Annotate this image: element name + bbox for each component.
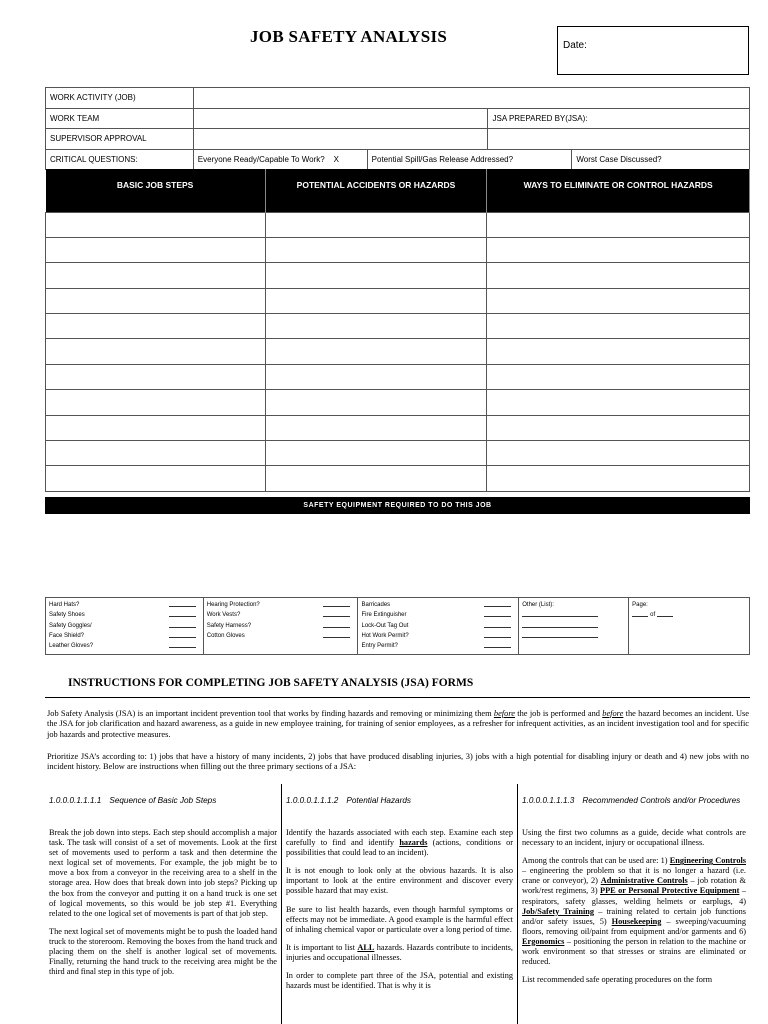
job-step-row <box>46 237 750 262</box>
critical-questions-label: CRITICAL QUESTIONS: <box>46 149 194 170</box>
hazards-paragraph-2: It is not enough to look only at the obvious hazards. It is also important to look at the entire environment and discover every possible hazard that may exist. <box>286 866 513 896</box>
hazard-cell[interactable] <box>265 263 487 288</box>
job-step-cell[interactable] <box>46 237 266 262</box>
question-ready-cell[interactable] <box>193 149 367 170</box>
control-cell[interactable] <box>487 466 750 491</box>
job-step-cell[interactable] <box>46 288 266 313</box>
supervisor-approval-extra[interactable] <box>488 129 750 150</box>
job-step-cell[interactable] <box>46 339 266 364</box>
column-job-steps <box>45 784 281 1024</box>
section-heading-hazards: 1.0.0.0.1.1.1.2 Potential Hazards <box>286 796 411 805</box>
hazards-paragraph-1: Identify the hazards associated with each step. Examine each step carefully to find and identify hazards (actions, conditions or possibilities that could lead to an incident). <box>286 828 513 858</box>
control-cell[interactable] <box>487 415 750 440</box>
hazard-cell[interactable] <box>265 466 487 491</box>
job-step-row <box>46 314 750 339</box>
job-step-row <box>46 441 750 466</box>
hazard-cell[interactable] <box>265 237 487 262</box>
hazards-paragraph-4: It is important to list ALL hazards. Hazards contribute to incidents, injuries and occupational illnesses. <box>286 942 513 962</box>
steps-paragraph-1: Break the job down into steps. Each step should accomplish a major task. The task will consist of a set of movements. Look at the first set of movements used to perform a task and then determine the next logical set of movements. For example, the job might be to move a box from a conveyor in the receiving area to a shelf in the storage area. How does that break down into job steps? Picking up the box from the conveyor and putting it on a hand truck is one set of logical movements, so this would be job step #1. Everything related to the one logical set of movements is part of that job step. <box>49 828 277 918</box>
column-controls <box>517 784 750 1024</box>
equip-item[interactable]: Lock-Out Tag Out <box>361 621 515 631</box>
control-cell[interactable] <box>487 314 750 339</box>
question-worst-case: Worst Case Discussed? <box>576 154 662 164</box>
job-step-row <box>46 263 750 288</box>
equip-item[interactable]: Hot Work Permit? <box>361 631 515 641</box>
work-team-field[interactable] <box>193 108 488 129</box>
hazard-cell[interactable] <box>265 415 487 440</box>
equip-item[interactable]: Safety Harness? <box>207 621 355 631</box>
job-step-cell[interactable] <box>46 314 266 339</box>
job-step-row <box>46 288 750 313</box>
page-label: Page: <box>632 602 648 608</box>
control-cell[interactable] <box>487 339 750 364</box>
equip-item[interactable]: Entry Permit? <box>361 641 515 651</box>
equipment-col-2 <box>203 598 358 655</box>
control-cell[interactable] <box>487 390 750 415</box>
col-header-controls: WAYS TO ELIMINATE OR CONTROL HAZARDS <box>487 169 750 212</box>
safety-equipment-bar: SAFETY EQUIPMENT REQUIRED TO DO THIS JOB <box>45 497 750 514</box>
question-worst-case-cell[interactable] <box>572 149 750 170</box>
priority-paragraph: Prioritize JSA’s according to: 1) jobs that have a history of many incidents, 2) jobs that have produced disabling injuries, 3) jobs with a high potential for disabling injury or death and 4) new jobs with no incident history. Below are instructions when filling out the three primary sections of a JSA: <box>47 752 749 772</box>
control-cell[interactable] <box>487 288 750 313</box>
section-heading-steps: 1.0.0.0.1.1.1.1 Sequence of Basic Job Steps <box>49 796 217 805</box>
equip-item[interactable]: Leather Gloves? <box>49 641 200 651</box>
job-step-row <box>46 339 750 364</box>
section-heading-controls: 1.0.0.0.1.1.1.3 Recommended Controls and/or Procedures <box>522 796 741 805</box>
work-activity-field[interactable] <box>193 88 749 109</box>
question-spill-cell[interactable] <box>367 149 572 170</box>
control-cell[interactable] <box>487 263 750 288</box>
supervisor-approval-field[interactable] <box>193 129 488 150</box>
hazard-cell[interactable] <box>265 364 487 389</box>
equip-item[interactable]: Safety Shoes <box>49 610 200 620</box>
job-steps-table <box>45 169 750 492</box>
jsa-prepared-by-label: JSA PREPARED BY(JSA): <box>492 113 588 123</box>
equip-item[interactable]: Cotton Gloves <box>207 631 355 641</box>
job-step-row <box>46 390 750 415</box>
equipment-col-3 <box>358 598 519 655</box>
job-step-row <box>46 466 750 491</box>
equip-item[interactable]: Fire Extinguisher <box>361 610 515 620</box>
jsa-prepared-by-field[interactable] <box>488 108 750 129</box>
equip-item[interactable]: Hearing Protection? <box>207 600 355 610</box>
hazard-cell[interactable] <box>265 288 487 313</box>
equipment-col-1 <box>46 598 204 655</box>
header-table <box>45 87 750 170</box>
intro-paragraph: Job Safety Analysis (JSA) is an important incident prevention tool that works by finding hazards and removing or minimizing them before the job is performed and before the hazard becomes an incident. Use the JSA for job clarification and hazard awareness, as a guide in new employee training, for training of senior employees, as a refresher for infrequent activities, as an incident investigation tool and for specific job hazards and protective measures. <box>47 709 749 739</box>
question-ready-mark: X <box>333 154 339 164</box>
equip-item[interactable]: Work Vests? <box>207 610 355 620</box>
control-cell[interactable] <box>487 212 750 237</box>
equipment-other[interactable] <box>519 598 629 655</box>
hazard-cell[interactable] <box>265 441 487 466</box>
column-hazards <box>281 784 517 1024</box>
instructions-divider <box>45 697 750 698</box>
equip-item[interactable]: Hard Hats? <box>49 600 200 610</box>
date-field[interactable] <box>557 26 749 75</box>
supervisor-approval-label: SUPERVISOR APPROVAL <box>46 129 194 150</box>
instructions-title: INSTRUCTIONS FOR COMPLETING JOB SAFETY ANALYSIS (JSA) FORMS <box>68 677 474 689</box>
job-step-cell[interactable] <box>46 441 266 466</box>
job-step-row <box>46 212 750 237</box>
hazards-paragraph-5: In order to complete part three of the JSA, potential and existing hazards must be identified. That is why it is <box>286 971 513 991</box>
page-of: of <box>650 612 656 619</box>
controls-paragraph-3: List recommended safe operating procedures on the form <box>522 975 713 985</box>
hazard-cell[interactable] <box>265 339 487 364</box>
hazards-paragraph-3: Be sure to list health hazards, even though harmful symptoms or effects may not be immediate. A good example is the harmful effect of inhaling chemical vapor or particulate over a long period of time. <box>286 904 513 934</box>
job-step-row <box>46 364 750 389</box>
control-cell[interactable] <box>487 441 750 466</box>
equip-item[interactable]: Barricades <box>361 600 515 610</box>
col-header-steps: BASIC JOB STEPS <box>46 169 266 212</box>
control-cell[interactable] <box>487 364 750 389</box>
job-step-cell[interactable] <box>46 263 266 288</box>
control-cell[interactable] <box>487 237 750 262</box>
page-number-cell[interactable] <box>629 598 750 655</box>
other-label: Other (List): <box>522 602 554 608</box>
equip-item[interactable]: Safety Goggles/ <box>49 621 200 631</box>
question-spill: Potential Spill/Gas Release Addressed? <box>371 154 514 164</box>
work-activity-label: WORK ACTIVITY (JOB) <box>46 88 194 109</box>
equip-item[interactable]: Face Shield? <box>49 631 200 641</box>
question-ready: Everyone Ready/Capable To Work? <box>197 154 325 164</box>
controls-paragraph-1: Using the first two columns as a guide, decide what controls are necessary to an incident, injury or occupational illness. <box>522 828 746 848</box>
job-step-cell[interactable] <box>46 364 266 389</box>
job-step-cell[interactable] <box>46 390 266 415</box>
hazard-cell[interactable] <box>265 314 487 339</box>
hazard-cell[interactable] <box>265 390 487 415</box>
work-team-label: WORK TEAM <box>46 108 194 129</box>
col-header-hazards: POTENTIAL ACCIDENTS OR HAZARDS <box>265 169 487 212</box>
date-label: Date: <box>563 40 587 51</box>
instruction-columns <box>45 784 750 1024</box>
job-step-cell[interactable] <box>46 415 266 440</box>
controls-paragraph-2: Among the controls that can be used are: 1) Engineering Controls – engineering the problem so that it is no longer a hazard (i.e. crane or conveyor), 2) Administrative Controls – job rotation & work/rest regimens, 3) PPE or Personal Protective Equipment – respirators, safety glasses, welding helmets or earplugs, 4) Job/Safety Training – training related to certain job functions and/or safety issues, 5) Housekeeping – sweeping/vacuuming floors, removing oil/paint from equipment and/or garments and 6) Ergonomics – positioning the person in relation to the machine or work environment so that stresses or strains are eliminated or reduced. <box>522 856 747 967</box>
form-title: JOB SAFETY ANALYSIS <box>250 27 448 46</box>
job-step-cell[interactable] <box>46 212 266 237</box>
job-step-cell[interactable] <box>46 466 266 491</box>
job-step-row <box>46 415 750 440</box>
equipment-table <box>45 597 750 655</box>
hazard-cell[interactable] <box>265 212 487 237</box>
steps-paragraph-2: The next logical set of movements might be to push the loaded hand truck to the storeroom. Removing the boxes from the hand truck and placing them on the shelf is another logical set of movements. Finally, returning the hand truck to the receiving area might be the third and final step in this type of job. <box>49 926 277 977</box>
